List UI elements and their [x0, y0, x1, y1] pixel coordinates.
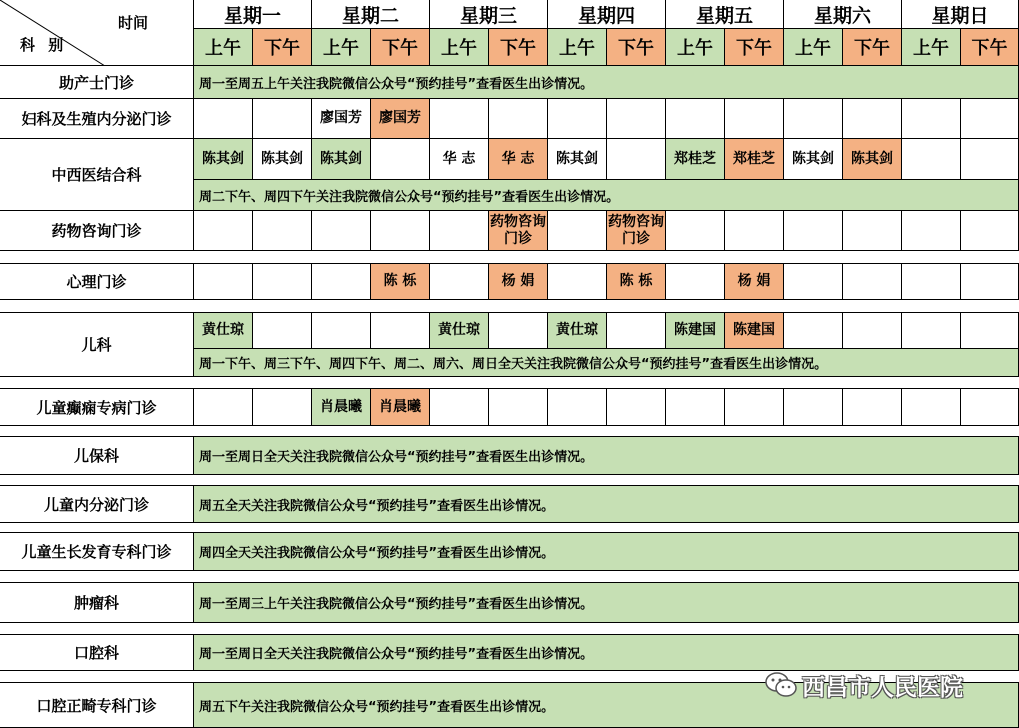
schedule-cell [843, 211, 902, 251]
dept-label: 科 别 [20, 36, 68, 54]
schedule-cell [843, 389, 902, 426]
day-header-7: 星期日 [902, 0, 1019, 29]
schedule-note: 周四全天关注我院微信公众号“预约挂号”查看医生出诊情况。 [194, 533, 1019, 571]
schedule-cell: 郑桂芝 [725, 139, 784, 180]
schedule-cell: 陈建国 [725, 313, 784, 349]
dept-label: 药物咨询门诊 [0, 211, 194, 251]
schedule-note: 周二下午、周四下午关注我院微信公众号“预约挂号”查看医生出诊情况。 [194, 180, 1019, 211]
schedule-cell [194, 264, 253, 300]
schedule-cell: 药物咨询门诊 [489, 211, 548, 251]
day-header-5: 星期五 [666, 0, 784, 29]
schedule-cell [194, 211, 253, 251]
schedule-cell [253, 264, 312, 300]
row-separator [0, 523, 1019, 533]
schedule-cell [784, 389, 843, 426]
am-header: 上午 [548, 29, 607, 66]
am-header: 上午 [784, 29, 843, 66]
row-separator [0, 377, 1019, 389]
schedule-cell: 陈 栎 [607, 264, 666, 300]
dept-label: 助产士门诊 [0, 66, 194, 99]
schedule-note: 周一至周五上午关注我院微信公众号“预约挂号”查看医生出诊情况。 [194, 66, 1019, 99]
schedule-cell: 黄仕琼 [430, 313, 489, 349]
schedule-cell: 杨 娟 [489, 264, 548, 300]
dept-label: 儿童生长发育专科门诊 [0, 533, 194, 571]
schedule-cell: 黄仕琼 [194, 313, 253, 349]
schedule-cell [961, 389, 1019, 426]
day-header-4: 星期四 [548, 0, 666, 29]
schedule-cell [666, 99, 725, 139]
schedule-cell [371, 211, 430, 251]
schedule-cell: 陈其剑 [194, 139, 253, 180]
pm-header: 下午 [725, 29, 784, 66]
schedule-cell [430, 389, 489, 426]
pm-header: 下午 [607, 29, 666, 66]
schedule-cell [902, 264, 961, 300]
schedule-cell: 陈其剑 [312, 139, 371, 180]
am-header: 上午 [430, 29, 489, 66]
schedule-cell: 廖国芳 [371, 99, 430, 139]
watermark-text: 西昌市人民医院 [802, 674, 963, 701]
schedule-cell: 肖晨曦 [312, 389, 371, 426]
schedule-cell: 陈建国 [666, 313, 725, 349]
am-header: 上午 [666, 29, 725, 66]
schedule-cell [548, 99, 607, 139]
corner-diagonal [0, 0, 194, 66]
schedule-cell [725, 99, 784, 139]
schedule-cell: 陈其剑 [253, 139, 312, 180]
am-header: 上午 [194, 29, 253, 66]
schedule-cell [725, 211, 784, 251]
schedule-note: 周五全天关注我院微信公众号“预约挂号”查看医生出诊情况。 [194, 486, 1019, 523]
pm-header: 下午 [253, 29, 312, 66]
row-separator [0, 571, 1019, 583]
schedule-cell [902, 211, 961, 251]
schedule-cell [902, 139, 961, 180]
schedule-cell [253, 313, 312, 349]
am-header: 上午 [312, 29, 371, 66]
schedule-cell [430, 264, 489, 300]
dept-label: 口腔科 [0, 635, 194, 671]
schedule-cell [607, 99, 666, 139]
schedule-cell [961, 313, 1019, 349]
wechat-icon [764, 671, 798, 699]
schedule-cell [312, 313, 371, 349]
schedule-cell [843, 313, 902, 349]
schedule-cell [607, 313, 666, 349]
corner-header [0, 0, 194, 66]
day-header-3: 星期三 [430, 0, 548, 29]
schedule-cell [430, 99, 489, 139]
dept-label: 儿童癫痫专病门诊 [0, 389, 194, 426]
schedule-cell: 陈 栎 [371, 264, 430, 300]
schedule-note: 周一下午、周三下午、周四下午、周二、周六、周日全天关注我院微信公众号“预约挂号”查看医生出诊情况。 [194, 349, 1019, 377]
row-separator [0, 300, 1019, 313]
schedule-cell: 肖晨曦 [371, 389, 430, 426]
schedule-cell [961, 264, 1019, 300]
am-header: 上午 [902, 29, 961, 66]
schedule-cell: 廖国芳 [312, 99, 371, 139]
schedule-cell [548, 211, 607, 251]
schedule-cell [666, 389, 725, 426]
schedule-cell [666, 211, 725, 251]
pm-header: 下午 [489, 29, 548, 66]
schedule-cell [784, 99, 843, 139]
row-separator [0, 426, 1019, 437]
watermark [764, 669, 963, 701]
time-label: 时间 [118, 14, 149, 32]
dept-label: 儿保科 [0, 437, 194, 475]
schedule-cell: 陈其剑 [843, 139, 902, 180]
schedule-cell [961, 211, 1019, 251]
schedule-cell [607, 139, 666, 180]
schedule-cell [194, 389, 253, 426]
schedule-cell [902, 313, 961, 349]
schedule-cell [489, 313, 548, 349]
schedule-cell [489, 389, 548, 426]
schedule-cell [843, 99, 902, 139]
schedule-cell [784, 264, 843, 300]
schedule-note: 周五下午关注我院微信公众号“预约挂号”查看医生出诊情况。 [194, 683, 1019, 728]
schedule-cell: 陈其剑 [548, 139, 607, 180]
schedule-cell [902, 389, 961, 426]
dept-label: 心理门诊 [0, 264, 194, 300]
schedule-cell [371, 313, 430, 349]
pm-header: 下午 [843, 29, 902, 66]
schedule-cell [371, 139, 430, 180]
schedule-cell: 华 志 [430, 139, 489, 180]
schedule-cell [902, 99, 961, 139]
dept-label: 中西医结合科 [0, 139, 194, 211]
schedule-cell [548, 389, 607, 426]
schedule-cell [725, 389, 784, 426]
schedule-cell [843, 264, 902, 300]
row-separator [0, 623, 1019, 635]
dept-label: 妇科及生殖内分泌门诊 [0, 99, 194, 139]
day-header-6: 星期六 [784, 0, 902, 29]
schedule-cell [430, 211, 489, 251]
schedule-cell: 郑桂芝 [666, 139, 725, 180]
schedule-cell [784, 313, 843, 349]
day-header-2: 星期二 [312, 0, 430, 29]
dept-label: 肿瘤科 [0, 583, 194, 623]
schedule-cell [312, 264, 371, 300]
schedule-note: 周一至周日全天关注我院微信公众号“预约挂号”查看医生出诊情况。 [194, 635, 1019, 671]
schedule-cell [253, 99, 312, 139]
schedule-cell [253, 389, 312, 426]
schedule-cell: 陈其剑 [784, 139, 843, 180]
schedule-cell [961, 139, 1019, 180]
schedule-cell: 药物咨询门诊 [607, 211, 666, 251]
schedule-cell: 黄仕琼 [548, 313, 607, 349]
schedule-cell [489, 99, 548, 139]
schedule-cell [784, 211, 843, 251]
schedule-cell [961, 99, 1019, 139]
schedule-cell [312, 211, 371, 251]
dept-label: 口腔正畸专科门诊 [0, 683, 194, 728]
day-header-1: 星期一 [194, 0, 312, 29]
row-separator [0, 249, 1019, 264]
schedule-cell: 华 志 [489, 139, 548, 180]
pm-header: 下午 [371, 29, 430, 66]
schedule-cell [607, 389, 666, 426]
schedule-cell [548, 264, 607, 300]
schedule-cell: 杨 娟 [725, 264, 784, 300]
row-separator [0, 475, 1019, 486]
schedule-cell [253, 211, 312, 251]
schedule-cell [666, 264, 725, 300]
dept-label: 儿童内分泌门诊 [0, 486, 194, 523]
schedule-note: 周一至周日全天关注我院微信公众号“预约挂号”查看医生出诊情况。 [194, 437, 1019, 475]
schedule-cell [194, 99, 253, 139]
schedule-note: 周一至周三上午关注我院微信公众号“预约挂号”查看医生出诊情况。 [194, 583, 1019, 623]
dept-label: 儿科 [0, 313, 194, 377]
pm-header: 下午 [961, 29, 1019, 66]
